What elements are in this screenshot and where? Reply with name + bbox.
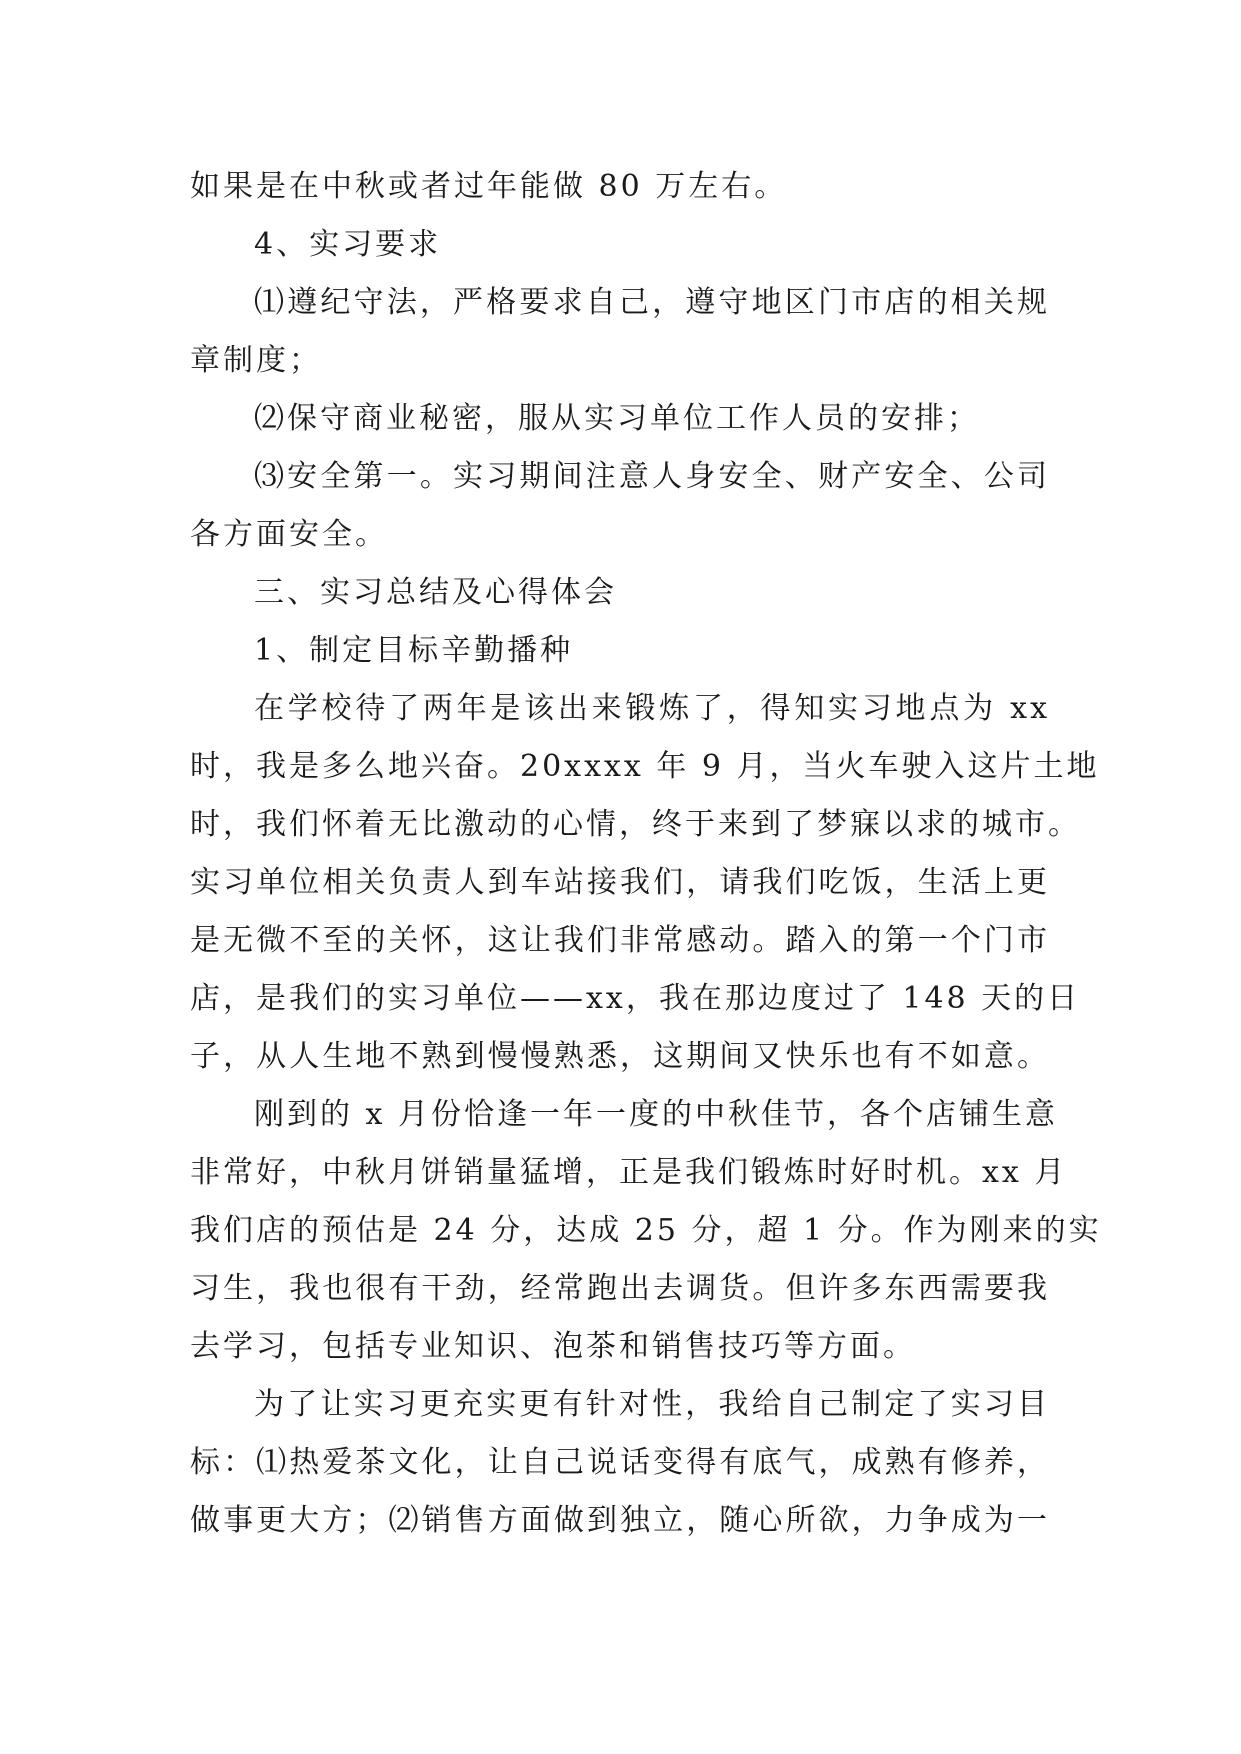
text-line: ⑴遵纪守法，严格要求自己，遵守地区门市店的相关规 <box>254 285 1050 320</box>
text-line: 为了让实习更充实更有针对性，我给自己制定了实习目 <box>254 1387 1050 1422</box>
text-line: 实习单位相关负责人到车站接我们，请我们吃饭，生活上更 <box>190 865 1050 900</box>
text-line: 做事更大方；⑵销售方面做到独立，随心所欲，力争成为一 <box>190 1503 1050 1538</box>
text-line: ⑵保守商业秘密，服从实习单位工作人员的安排； <box>254 401 980 436</box>
text-line: 习生，我也很有干劲，经常跑出去调货。但许多东西需要我 <box>190 1271 1050 1306</box>
document-body <box>190 158 1102 1550</box>
section-heading: 三、实习总结及心得体会 <box>254 575 617 610</box>
text-line: 去学习，包括专业知识、泡茶和销售技巧等方面。 <box>190 1329 916 1364</box>
text-line: 非常好，中秋月饼销量猛增，正是我们锻炼时好时机。xx 月 <box>190 1155 1068 1190</box>
text-line: 章制度； <box>190 343 322 378</box>
text-line: 子，从人生地不熟到慢慢熟悉，这期间又快乐也有不如意。 <box>190 1039 1050 1074</box>
text-line: 标：⑴热爱茶文化，让自己说话变得有底气，成熟有修养， <box>190 1445 1050 1480</box>
text-line: 刚到的 x 月份恰逢一年一度的中秋佳节，各个店铺生意 <box>254 1097 1058 1132</box>
text-line: 店，是我们的实习单位——xx，我在那边度过了 148 天的日 <box>190 981 1081 1016</box>
text-line: 时，我们怀着无比激动的心情，终于来到了梦寐以求的城市。 <box>190 807 1081 842</box>
text-line: ⑶安全第一。实习期间注意人身安全、财产安全、公司 <box>254 459 1050 494</box>
text-line: 我们店的预估是 24 分，达成 25 分，超 1 分。作为刚来的实 <box>190 1213 1102 1248</box>
subsection-heading: 1、制定目标辛勤播种 <box>254 633 574 668</box>
text-line: 是无微不至的关怀，这让我们非常感动。踏入的第一个门市 <box>190 923 1050 958</box>
text-line: 各方面安全。 <box>190 517 388 552</box>
text-line: 如果是在中秋或者过年能做 80 万左右。 <box>190 169 788 204</box>
text-line: 时，我是多么地兴奋。20xxxx 年 9 月，当火车驶入这片土地 <box>190 749 1100 784</box>
text-line: 在学校待了两年是该出来锻炼了，得知实习地点为 xx <box>254 691 1050 726</box>
section-heading: 4、实习要求 <box>254 227 442 262</box>
